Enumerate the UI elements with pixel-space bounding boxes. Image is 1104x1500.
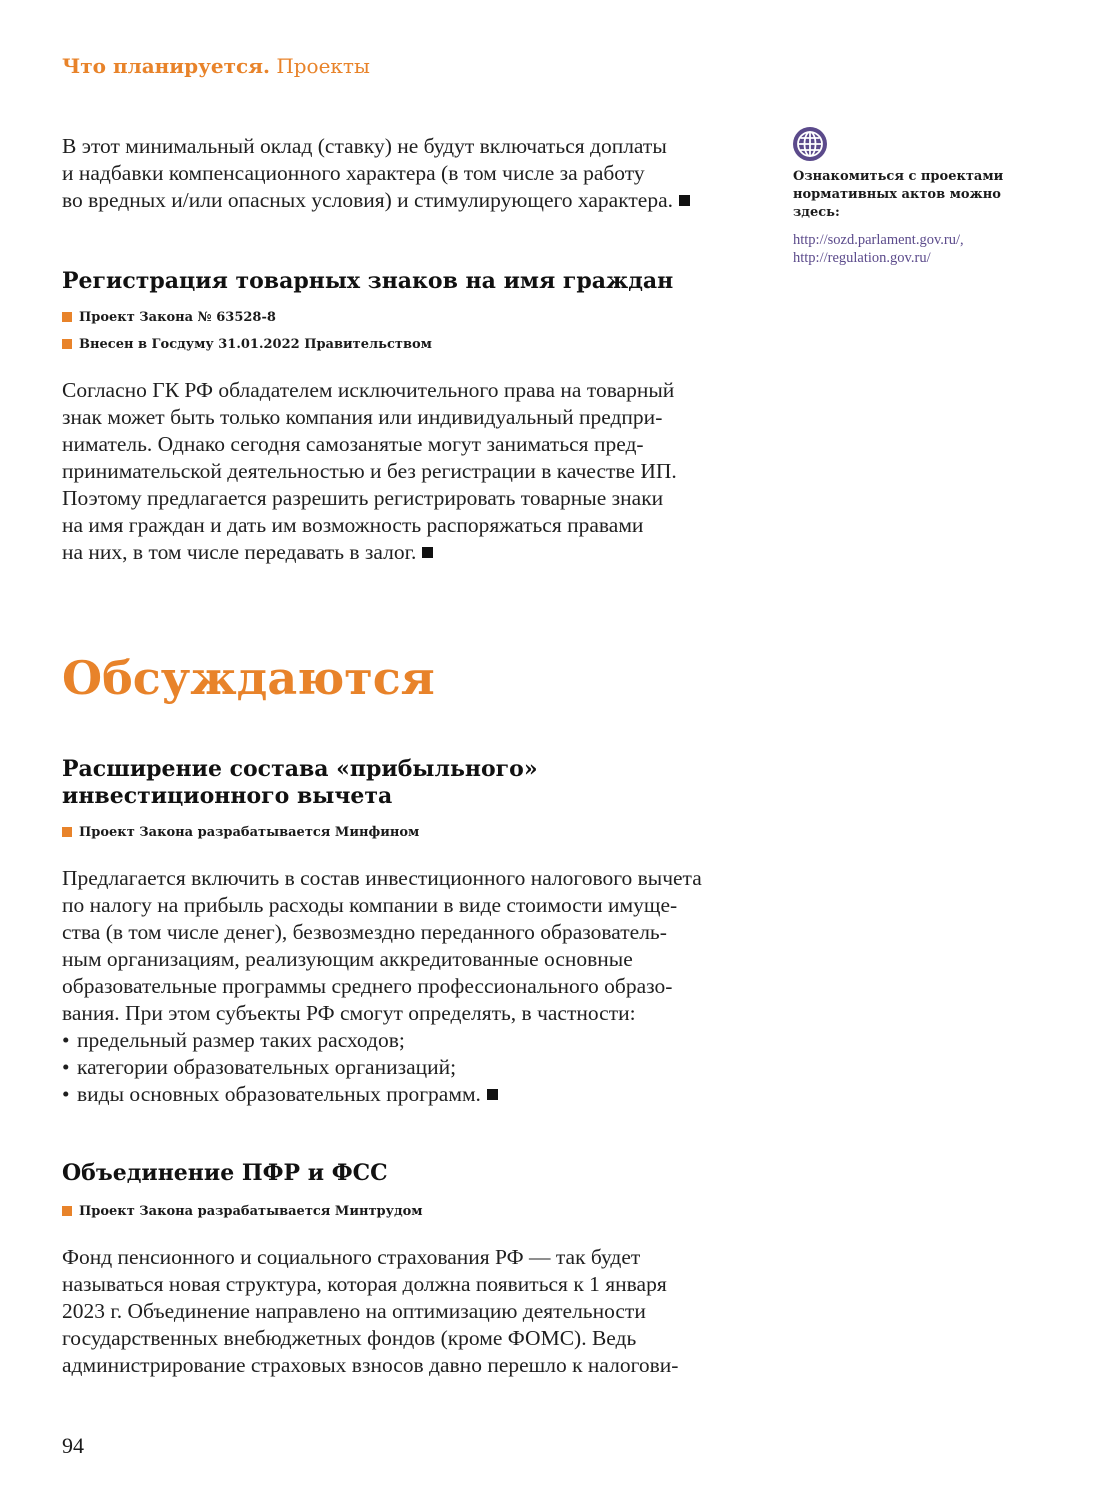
end-of-article-mark <box>679 195 690 206</box>
text-line: принимательской деятельностью и без регистрации в качестве ИП. <box>62 459 677 483</box>
sidebar-links <box>793 231 1023 267</box>
text-line: Предлагается включить в состав инвестиционного налогового вычета <box>62 866 702 890</box>
text-line: на имя граждан и дать им возможность распоряжаться правами <box>62 513 644 537</box>
orange-square-marker <box>62 312 72 322</box>
text-line: ным организациям, реализующим аккредитованные основные <box>62 947 633 971</box>
text-line: 2023 г. Объединение направлено на оптимизацию деятельности <box>62 1299 646 1323</box>
text-line: ниматель. Однако сегодня самозанятые могут заниматься пред- <box>62 432 644 456</box>
section-paragraph <box>62 865 752 1108</box>
text-line: В этот минимальный оклад (ставку) не будут включаться доплаты <box>62 134 667 158</box>
text-line: Фонд пенсионного и социального страхования РФ — так будет <box>62 1245 641 1269</box>
list-item: • категории образовательных организаций; <box>62 1054 752 1081</box>
sidebar-note-text: Ознакомиться с проектами нормативных актов можно здесь: <box>793 169 1004 220</box>
section-title: Регистрация товарных знаков на имя граждан <box>62 268 674 294</box>
link-regulation[interactable]: http://regulation.gov.ru/ <box>793 250 931 266</box>
text-line: вания. При этом субъекты РФ смогут определять, в частности: <box>62 1001 636 1025</box>
header-section: Что планируется. <box>62 54 270 78</box>
meta-line: Внесен в Госдуму 31.01.2022 Правительством <box>62 336 432 354</box>
text-line: Поэтому предлагается разрешить регистрировать товарные знаки <box>62 486 664 510</box>
orange-square-marker <box>62 339 72 349</box>
meta-line: Проект Закона № 63528-8 <box>62 309 276 327</box>
bullet-list <box>62 1027 752 1108</box>
meta-line: Проект Закона разрабатывается Минтрудом <box>62 1203 423 1221</box>
section-paragraph <box>62 1244 752 1379</box>
end-of-article-mark <box>422 547 433 558</box>
text-line: знак может быть только компания или индивидуальный предпри- <box>62 405 663 429</box>
sidebar-note <box>793 127 1023 267</box>
section-paragraph <box>62 377 752 566</box>
header-subsection: Проекты <box>276 54 370 78</box>
text-line: государственных внебюджетных фондов (кроме ФОМС). Ведь <box>62 1326 637 1350</box>
intro-paragraph <box>62 133 752 214</box>
meta-line: Проект Закона разрабатывается Минфином <box>62 824 419 842</box>
text-line: и надбавки компенсационного характера (в том числе за работу <box>62 161 645 185</box>
section-title: Расширение состава «прибыльного» инвестиционного вычета <box>62 756 538 809</box>
link-sozd[interactable]: http://sozd.parlament.gov.ru/, <box>793 232 964 248</box>
chapter-title: Обсуждаются <box>62 651 435 705</box>
section-title: Объединение ПФР и ФСС <box>62 1160 388 1186</box>
text-line: ства (в том числе денег), безвозмездно переданного образователь- <box>62 920 667 944</box>
text-line: администрирование страховых взносов давно перешло к налогови- <box>62 1353 679 1377</box>
orange-square-marker <box>62 827 72 837</box>
text-line: Согласно ГК РФ обладателем исключительного права на товарный <box>62 378 675 402</box>
list-item: • виды основных образовательных программ. <box>62 1081 752 1108</box>
running-header <box>62 54 370 78</box>
text-line: во вредных и/или опасных условия) и стимулирующего характера. <box>62 187 752 214</box>
list-item: • предельный размер таких расходов; <box>62 1027 752 1054</box>
text-line: по налогу на прибыль расходы компании в виде стоимости имуще- <box>62 893 678 917</box>
text-line: на них, в том числе передавать в залог. <box>62 539 752 566</box>
globe-icon <box>793 127 827 161</box>
page-number: 94 <box>62 1433 84 1458</box>
orange-square-marker <box>62 1206 72 1216</box>
text-line: образовательные программы среднего профессионального образо- <box>62 974 673 998</box>
text-line: называться новая структура, которая должна появиться к 1 января <box>62 1272 667 1296</box>
end-of-article-mark <box>487 1089 498 1100</box>
